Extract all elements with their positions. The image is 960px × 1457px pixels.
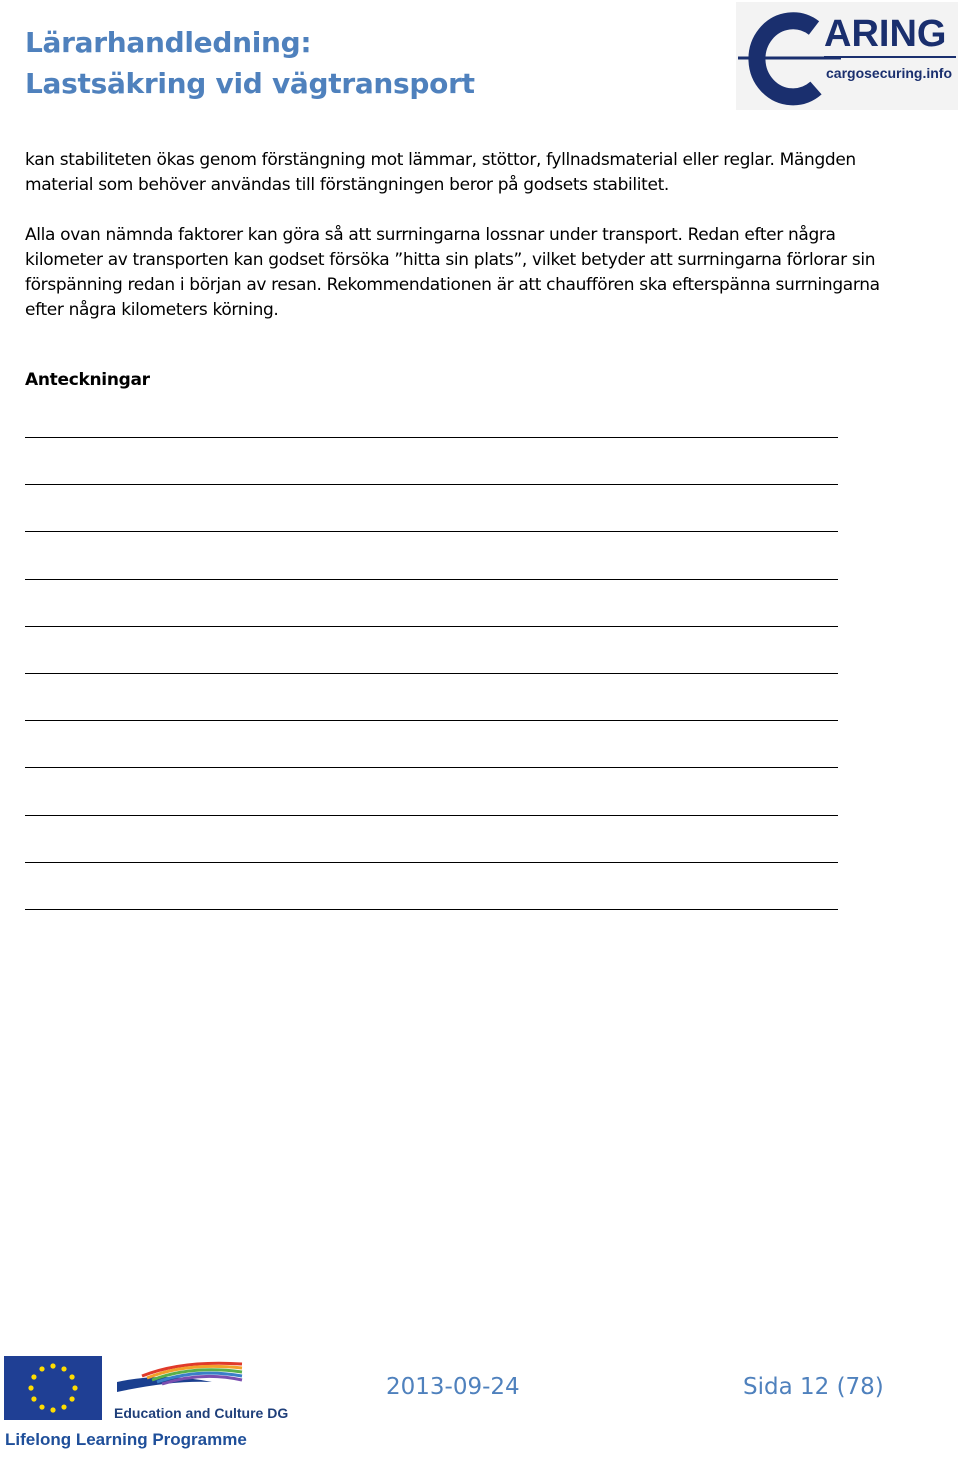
caring-logo-icon — [736, 2, 958, 110]
page-header-title — [25, 22, 475, 104]
paragraph-2: Alla ovan nämnda faktorer kan göra så att surrningarna lossnar under transport. Redan efter några kilometer av transporten kan godset försöka ”hitta sin plats”, vilket betyder att surrningarna förlorar sin förspänning redan i början av resan. Rekommendationen är att chauffören ska efterspänna surrningarna efter några kilometers körning. — [25, 225, 880, 320]
note-line — [25, 909, 838, 910]
note-line — [25, 767, 838, 768]
note-line — [25, 484, 838, 485]
logo-site-text: cargosecuring.info — [826, 65, 953, 81]
paragraph-1: kan stabiliteten ökas genom förstängning mot lämmar, stöttor, fyllnadsmaterial eller reglar. Mängden material som behöver användas till förstängningen beror på godsets stabilitet. — [25, 150, 856, 195]
dg-label: Education and Culture DG — [114, 1405, 289, 1421]
note-line — [25, 437, 838, 438]
notes-heading: Anteckningar — [25, 370, 150, 390]
caring-logo — [736, 2, 958, 110]
note-line — [25, 862, 838, 863]
programme-label: Lifelong Learning Programme — [5, 1430, 247, 1449]
note-line — [25, 531, 838, 532]
footer-page-number: Sida 12 (78) — [743, 1374, 884, 1400]
note-line — [25, 720, 838, 721]
note-line — [25, 626, 838, 627]
header-title-line2: Lastsäkring vid vägtransport — [25, 67, 475, 100]
note-line — [25, 815, 838, 816]
logo-brand-text: ARING — [824, 13, 947, 55]
header-title-line1: Lärarhandledning: — [25, 26, 312, 59]
note-line — [25, 673, 838, 674]
footer-date: 2013-09-24 — [386, 1374, 520, 1400]
note-line — [25, 579, 838, 580]
